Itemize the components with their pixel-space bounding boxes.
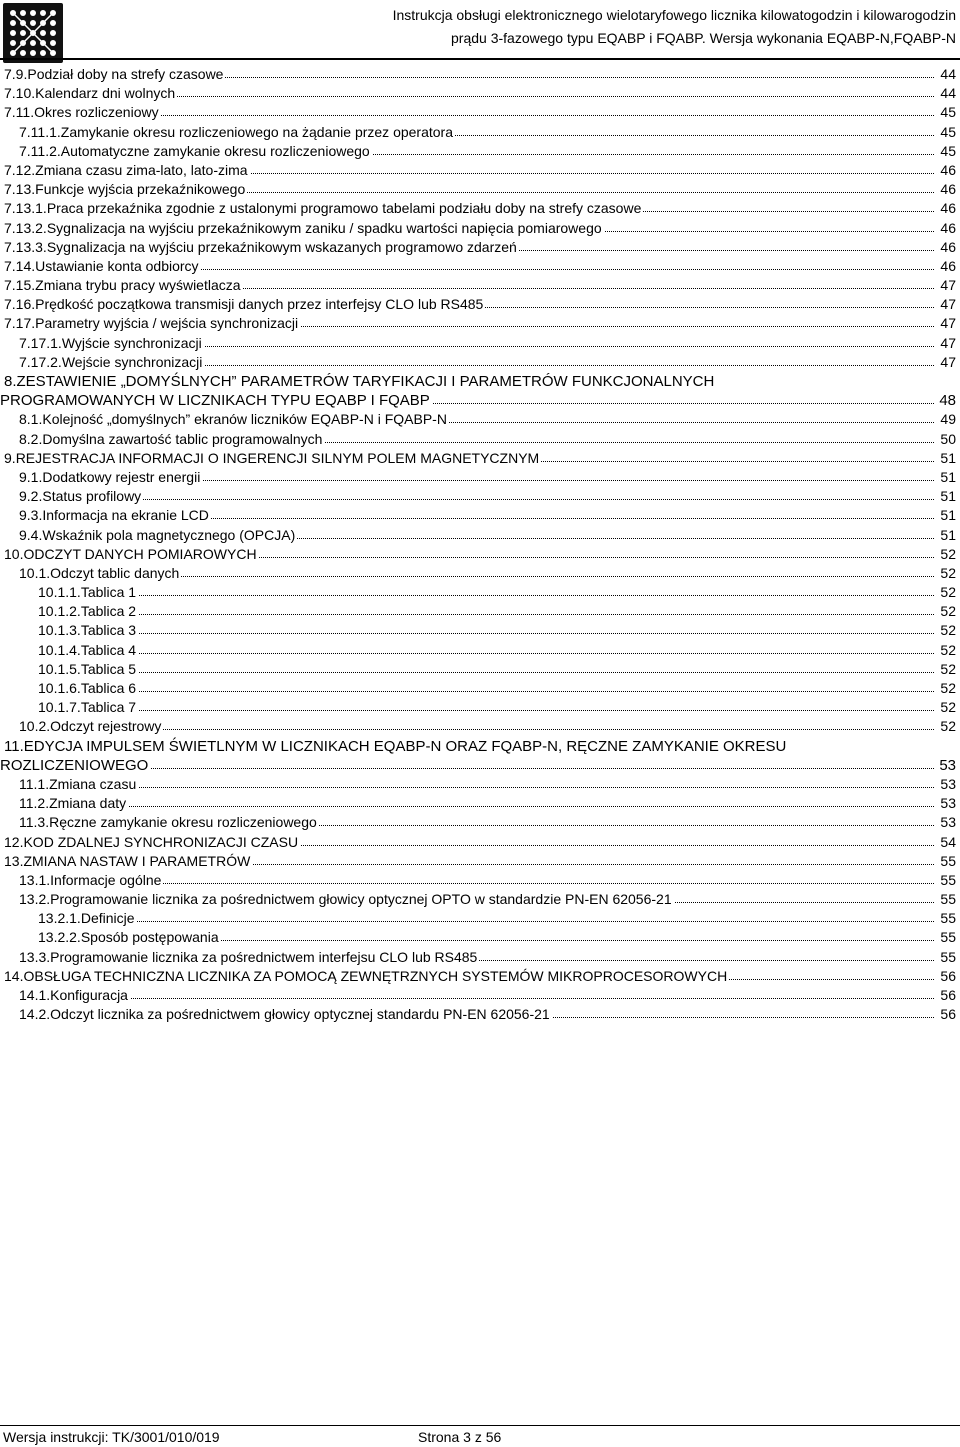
toc-entry[interactable] [0, 65, 960, 84]
toc-entry[interactable] [0, 257, 960, 276]
toc-entry-title: Dodatkowy rejestr energii [42, 468, 201, 485]
toc-entry-number: 13. [4, 852, 24, 869]
toc-entry-title: Tablica 5 [80, 660, 137, 677]
toc-entry-page: 49 [938, 410, 956, 429]
toc-entry-number: 11.3. [19, 814, 50, 831]
toc-entry[interactable] [0, 526, 960, 545]
toc-entry[interactable] [0, 410, 960, 429]
toc-entry-number: 7.14. [4, 257, 36, 274]
toc-entry-page: 55 [938, 852, 956, 871]
toc-entry-title: Programowanie licznika za pośrednictwem interfejsu CLO lub RS485 [50, 948, 478, 965]
toc-entry[interactable] [0, 161, 960, 180]
toc-entry-title: Kolejność „domyślnych” ekranów liczników EQABP-N i FQABP-N [42, 411, 447, 428]
toc-entry-title: Informacje ogólne [50, 871, 162, 888]
toc-entry-title: Wyjście synchronizacji [61, 334, 202, 351]
toc-entry[interactable] [0, 890, 960, 909]
toc-entry-number: 7.11. [4, 104, 35, 121]
toc-leader-dots [0, 672, 934, 673]
toc-entry-number: 8.1. [19, 411, 43, 428]
toc-entry[interactable] [0, 295, 960, 314]
toc-entry-page: 54 [938, 833, 956, 852]
toc-entry-title: Odczyt rejestrowy [50, 718, 162, 735]
toc-entry-number: 9.1. [19, 468, 43, 485]
toc-entry-title: Kalendarz dni wolnych [35, 85, 176, 102]
toc-entry-page: 52 [938, 583, 956, 602]
toc-entry-page: 55 [938, 928, 956, 947]
toc-entry-number: 9. [4, 449, 16, 466]
toc-entry-page: 51 [938, 468, 956, 487]
toc-entry-number: 13.2. [19, 891, 51, 908]
header-divider [0, 58, 960, 60]
toc-entry-number: 7.17.1. [19, 334, 62, 351]
toc-entry[interactable] [0, 449, 960, 468]
toc-entry[interactable] [0, 717, 960, 736]
company-logo [3, 3, 63, 63]
toc-entry-page: 52 [938, 679, 956, 698]
toc-entry-number: 10.1.5. [38, 660, 81, 677]
toc-entry-page: 53 [938, 813, 956, 832]
toc-entry-number: 10.1.4. [38, 641, 81, 658]
toc-entry-page: 46 [938, 180, 956, 199]
toc-entry-title: Definicje [80, 910, 135, 927]
toc-entry-number: 8. [4, 373, 17, 390]
toc-entry-number: 12. [4, 833, 24, 850]
toc-entry-title: ODCZYT DANYCH POMIAROWYCH [23, 545, 257, 562]
toc-entry-page: 56 [938, 1005, 956, 1024]
toc-entry-page: 47 [938, 314, 956, 333]
toc-entry-title: Prędkość początkowa transmisji danych przez interfejsy CLO lub RS485 [35, 296, 484, 313]
toc-entry-page: 46 [938, 219, 956, 238]
toc-entry-page: 52 [938, 717, 956, 736]
toc-entry-page: 52 [938, 621, 956, 640]
toc-entry-title: Ustawianie konta odbiorcy [35, 257, 199, 274]
toc-entry-title: Odczyt tablic danych [50, 564, 180, 581]
toc-entry[interactable] [0, 852, 960, 871]
toc-entry-page: 53 [938, 794, 956, 813]
toc-entry-page: 51 [938, 449, 956, 468]
toc-entry-number: 7.11.1. [19, 123, 61, 140]
footer-page-number: Strona 3 z 56 [418, 1429, 502, 1445]
toc-entry-title: Praca przekaźnika zgodnie z ustalonymi programowo tabelami podziału doby na strefy czasowe [46, 200, 642, 217]
toc-entry[interactable] [0, 564, 960, 583]
toc-entry-number: 14.2. [19, 1006, 51, 1023]
toc-entry-title: Sygnalizacja na wyjściu przekaźnikowym zaniku / spadku wartości napięcia pomiarowego [46, 219, 602, 236]
toc-entry-number: 10.2. [19, 718, 51, 735]
toc-entry-number: 7.17.2. [19, 353, 62, 370]
toc-leader-dots [0, 691, 934, 692]
toc-entry-page: 51 [938, 487, 956, 506]
toc-leader-dots [0, 633, 934, 634]
toc-entry[interactable] [0, 602, 960, 621]
toc-entry[interactable] [0, 928, 960, 947]
toc-entry[interactable] [0, 813, 960, 832]
toc-entry-title: Domyślna zawartość tablic programowalnych [42, 430, 323, 447]
toc-entry-title: Funkcje wyjścia przekaźnikowego [35, 181, 246, 198]
toc-entry-title: ZESTAWIENIE „DOMYŚLNYCH” PARAMETRÓW TARYFIKACJI I PARAMETRÓW FUNKCJONALNYCH [16, 373, 715, 390]
toc-entry-title: Parametry wyjścia / wejścia synchronizacji [35, 315, 299, 332]
toc-entry-number: 9.2. [19, 488, 43, 505]
toc-entry[interactable] [0, 103, 960, 122]
toc-entry[interactable] [0, 583, 960, 602]
toc-entry[interactable] [0, 84, 960, 103]
toc-entry-page: 46 [938, 161, 956, 180]
toc-entry-page: 55 [938, 948, 956, 967]
toc-entry[interactable] [0, 909, 960, 928]
toc-entry[interactable] [0, 660, 960, 679]
header-title-line2: prądu 3-fazowego typu EQABP i FQABP. Wersja wykonania EQABP-N,FQABP-N [451, 30, 956, 46]
toc-entry-page: 51 [938, 506, 956, 525]
toc-entry-title: Tablica 7 [80, 699, 137, 716]
toc-entry-title: Automatyczne zamykanie okresu rozliczeniowego [60, 142, 370, 159]
toc-entry[interactable] [0, 967, 960, 986]
toc-entry[interactable] [0, 1005, 960, 1024]
toc-entry-number: 13.3. [19, 948, 51, 965]
toc-leader-dots [0, 921, 934, 922]
toc-entry-title: Zmiana daty [49, 795, 127, 812]
toc-entry[interactable] [0, 314, 960, 333]
toc-entry-page: 52 [938, 545, 956, 564]
logo-grid-icon [3, 3, 63, 63]
toc-entry-page: 45 [938, 103, 956, 122]
toc-entry-number: 9.3. [19, 507, 43, 524]
toc-entry-title: Odczyt licznika za pośrednictwem głowicy optycznej standardu PN-EN 62056-21 [50, 1006, 550, 1023]
toc-entry-title-continued: ROZLICZENIOWEGO [0, 756, 149, 774]
toc-entry-page: 52 [938, 564, 956, 583]
toc-entry-page: 47 [938, 295, 956, 314]
toc-entry-number: 13.2.2. [38, 929, 81, 946]
toc-entry-number: 7.11.2. [19, 142, 61, 159]
toc-entry-title: Ręczne zamykanie okresu rozliczeniowego [49, 814, 317, 831]
toc-entry-title: Tablica 1 [80, 584, 137, 601]
toc-entry-page: 48 [939, 392, 956, 410]
toc-entry-page: 50 [938, 430, 956, 449]
toc-entry[interactable] [0, 353, 960, 372]
toc-entry[interactable] [0, 334, 960, 353]
toc-entry[interactable] [0, 794, 960, 813]
toc-entry-title: Tablica 3 [80, 622, 137, 639]
toc-entry[interactable] [0, 199, 960, 218]
toc-entry-title: Zmiana czasu zima-lato, lato-zima [35, 161, 248, 178]
toc-entry-number: 7.9. [4, 66, 28, 82]
toc-entry-page: 47 [938, 276, 956, 295]
toc-entry-page: 44 [938, 84, 956, 103]
toc-entry[interactable] [0, 621, 960, 640]
toc-entry-number: 11.1. [19, 775, 50, 792]
toc-entry-page: 52 [938, 641, 956, 660]
toc-entry-number: 10.1. [19, 564, 51, 581]
toc-entry-title: Wejście synchronizacji [61, 353, 203, 370]
toc-entry-title: Konfiguracja [50, 987, 128, 1003]
toc-entry-number: 7.12. [4, 161, 36, 178]
toc-entry-page: 55 [938, 890, 956, 909]
toc-entry[interactable] [0, 698, 960, 717]
toc-entry-page: 52 [938, 698, 956, 717]
toc-entry-number: 13.2.1. [38, 910, 81, 927]
footer-divider [0, 1425, 960, 1426]
toc-entry[interactable] [0, 372, 960, 410]
toc-entry-page: 53 [938, 775, 956, 794]
toc-entry-number: 10.1.1. [38, 584, 81, 601]
toc-entry[interactable] [0, 142, 960, 161]
toc-entry[interactable] [0, 871, 960, 890]
toc-entry-number: 14.1. [19, 987, 51, 1003]
toc-entry[interactable] [0, 506, 960, 525]
toc-entry-number: 14. [4, 967, 24, 984]
toc-entry-title: KOD ZDALNEJ SYNCHRONIZACJI CZASU [23, 833, 299, 850]
toc-entry[interactable] [0, 430, 960, 449]
table-of-contents [0, 65, 960, 1024]
toc-leader-dots [0, 595, 934, 596]
toc-entry-page: 46 [938, 238, 956, 257]
toc-entry[interactable] [0, 123, 960, 142]
header-title-line1: Instrukcja obsługi elektronicznego wielotaryfowego licznika kilowatogodzin i kilowarogodzin [392, 7, 956, 23]
toc-entry[interactable] [0, 545, 960, 564]
toc-leader-dots [0, 787, 934, 788]
toc-entry-title: Sygnalizacja na wyjściu przekaźnikowym wskazanych programowo zdarzeń [46, 238, 517, 255]
toc-entry-number: 13.1. [19, 871, 51, 888]
toc-entry-page: 56 [938, 967, 956, 986]
toc-entry-title: Sposób postępowania [80, 929, 219, 946]
toc-entry-number: 10. [4, 545, 24, 562]
toc-entry-title-continued: PROGRAMOWANYCH W LICZNIKACH TYPU EQABP I FQABP [0, 392, 430, 410]
toc-entry-title: Wskaźnik pola magnetycznego (OPCJA) [42, 526, 296, 543]
toc-entry-title: Zmiana trybu pracy wyświetlacza [35, 277, 241, 294]
toc-entry[interactable] [0, 679, 960, 698]
toc-entry-title: Okres rozliczeniowy [34, 104, 159, 121]
toc-entry-number: 10.1.6. [38, 680, 81, 696]
toc-entry[interactable] [0, 948, 960, 967]
toc-entry-number: 7.10. [4, 85, 36, 102]
toc-entry-number: 7.13.3. [4, 238, 47, 255]
toc-entry-page: 53 [939, 756, 956, 774]
toc-entry[interactable] [0, 468, 960, 487]
toc-entry[interactable] [0, 986, 960, 1005]
toc-leader-dots [0, 614, 934, 615]
toc-entry-page: 47 [938, 334, 956, 353]
toc-leader-dots [0, 806, 934, 807]
toc-leader-dots [0, 710, 934, 711]
toc-entry-number: 10.1.3. [38, 622, 81, 639]
toc-entry-title: REJESTRACJA INFORMACJI O INGERENCJI SILNYM POLEM MAGNETYCZNYM [15, 449, 540, 466]
toc-entry[interactable] [0, 180, 960, 199]
page-header [393, 4, 956, 50]
toc-entry-title: Zmiana czasu [49, 775, 137, 792]
toc-entry-page: 45 [938, 123, 956, 142]
toc-entry-page: 55 [938, 909, 956, 928]
toc-entry-title: Tablica 4 [80, 641, 137, 658]
toc-entry-title: Tablica 2 [80, 603, 137, 620]
toc-entry-number: 11.2. [19, 795, 50, 812]
toc-entry[interactable] [0, 833, 960, 852]
toc-entry-title: Status profilowy [42, 488, 142, 505]
footer-version: Wersja instrukcji: TK/3001/010/019 [3, 1429, 220, 1445]
toc-entry-page: 55 [938, 871, 956, 890]
toc-entry-title: EDYCJA IMPULSEM ŚWIETLNYM W LICZNIKACH EQABP-N ORAZ FQABP-N, RĘCZNE ZAMYKANIE OKRESU [23, 737, 787, 755]
toc-entry[interactable] [0, 219, 960, 238]
toc-entry-number: 7.13.2. [4, 219, 47, 236]
toc-entry-title: OBSŁUGA TECHNICZNA LICZNIKA ZA POMOCĄ ZEWNĘTRZNYCH SYSTEMÓW MIKROPROCESOROWYCH [23, 967, 728, 984]
toc-entry-page: 52 [938, 660, 956, 679]
toc-entry-page: 56 [938, 986, 956, 1005]
toc-entry-title: Podział doby na strefy czasowe [27, 66, 224, 82]
toc-entry[interactable] [0, 641, 960, 660]
toc-entry-number: 7.13. [4, 181, 36, 198]
toc-entry-title: Informacja na ekranie LCD [42, 507, 209, 524]
toc-entry-number: 7.13.1. [4, 200, 47, 217]
toc-entry[interactable] [0, 276, 960, 295]
toc-entry-number: 7.17. [4, 315, 36, 332]
toc-entry[interactable] [0, 238, 960, 257]
toc-entry-number: 7.15. [4, 277, 36, 294]
toc-entry-page: 46 [938, 199, 956, 218]
toc-entry[interactable] [0, 737, 960, 775]
toc-entry[interactable] [0, 487, 960, 506]
toc-leader-dots [0, 653, 934, 654]
toc-entry-page: 51 [938, 526, 956, 545]
toc-entry-number: 7.16. [4, 296, 36, 313]
toc-entry-title: Programowanie licznika za pośrednictwem głowicy optycznej OPTO w standardzie PN-EN 62056-21 [50, 891, 672, 908]
toc-entry-number: 11. [4, 737, 24, 755]
toc-entry-title: Zamykanie okresu rozliczeniowego na żądanie przez operatora [60, 123, 453, 140]
toc-entry-page: 45 [938, 142, 956, 161]
toc-entry-page: 47 [938, 353, 956, 372]
toc-entry-number: 10.1.2. [38, 603, 81, 620]
page-footer [3, 1428, 502, 1446]
toc-entry-number: 9.4. [19, 526, 43, 543]
toc-entry-page: 52 [938, 602, 956, 621]
toc-entry-page: 44 [938, 65, 956, 84]
toc-entry-number: 10.1.7. [38, 699, 81, 716]
toc-entry[interactable] [0, 775, 960, 794]
toc-entry-title: ZMIANA NASTAW I PARAMETRÓW [23, 852, 251, 869]
toc-entry-number: 8.2. [19, 430, 43, 447]
toc-entry-page: 46 [938, 257, 956, 276]
toc-entry-title: Tablica 6 [80, 680, 137, 696]
toc-leader-dots [0, 998, 934, 999]
